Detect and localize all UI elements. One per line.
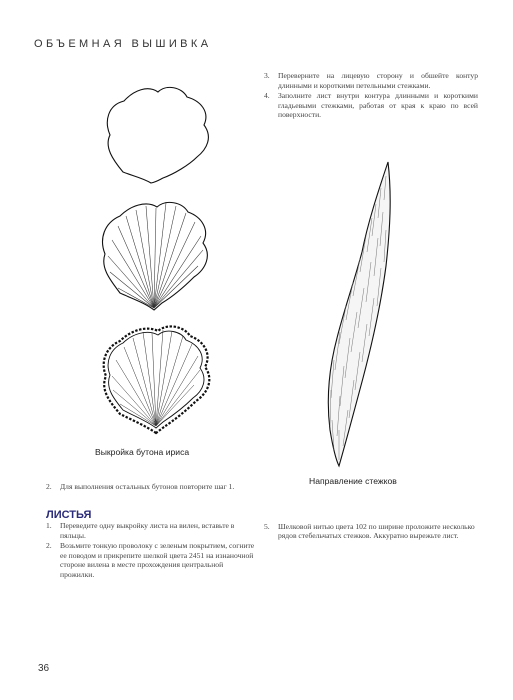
step-text: Переведите одну выкройку листа на вилен, вставьте в пяльцы. — [60, 521, 235, 540]
list-item — [46, 541, 258, 579]
step-number: 3. — [264, 71, 270, 80]
list-item — [46, 521, 258, 540]
step-text: Шелковой нитью цвета 102 по ширине проложите несколько рядов стебельчатых стежков. Аккуратно вырежьте лист. — [278, 521, 475, 541]
step-text: Переверните на лицевую сторону и обшейте контур длинными и короткими петельными стежками. — [278, 71, 478, 90]
step-number: 4. — [264, 91, 270, 101]
step-number: 2. — [46, 541, 52, 551]
step-text: Возьмите тонкую проволоку с зеленым покрытием, согните ее поводом и прикрепите шелкой цвета 2451 на изнаночной стороне вилена в месте прохождения центральной прожилки. — [60, 541, 255, 579]
section-title-leaves: ЛИСТЬЯ — [46, 509, 92, 521]
step-number: 1. — [46, 521, 52, 530]
step-number: 5. — [264, 521, 270, 531]
figure-caption-iris-bud: Выкройка бутона ириса — [95, 447, 190, 457]
page-number: 36 — [38, 663, 50, 674]
steps-list-right — [264, 71, 478, 121]
petal-outline — [107, 87, 208, 183]
leaf-stitch-direction — [328, 162, 390, 466]
step-text: Заполните лист внутри контура длинными и короткими гладьевыми стежками, работая от края к краю по всей поверхности. — [278, 91, 478, 120]
petal-stitched — [103, 202, 208, 310]
step-text: Для выполнения остальных бутонов повторите шаг 1. — [60, 482, 235, 491]
step-number: 2. — [46, 482, 52, 491]
figure-caption-stitch-direction: Направление стежков — [309, 476, 397, 486]
list-item — [264, 91, 478, 120]
step-note-right — [264, 522, 492, 541]
list-item — [264, 71, 478, 90]
steps-list-leaves — [46, 521, 258, 581]
page-header: ОБЪЕМНАЯ ВЫШИВКА — [34, 38, 212, 50]
step-note-left — [46, 482, 278, 492]
petal-with-wire — [104, 326, 210, 433]
